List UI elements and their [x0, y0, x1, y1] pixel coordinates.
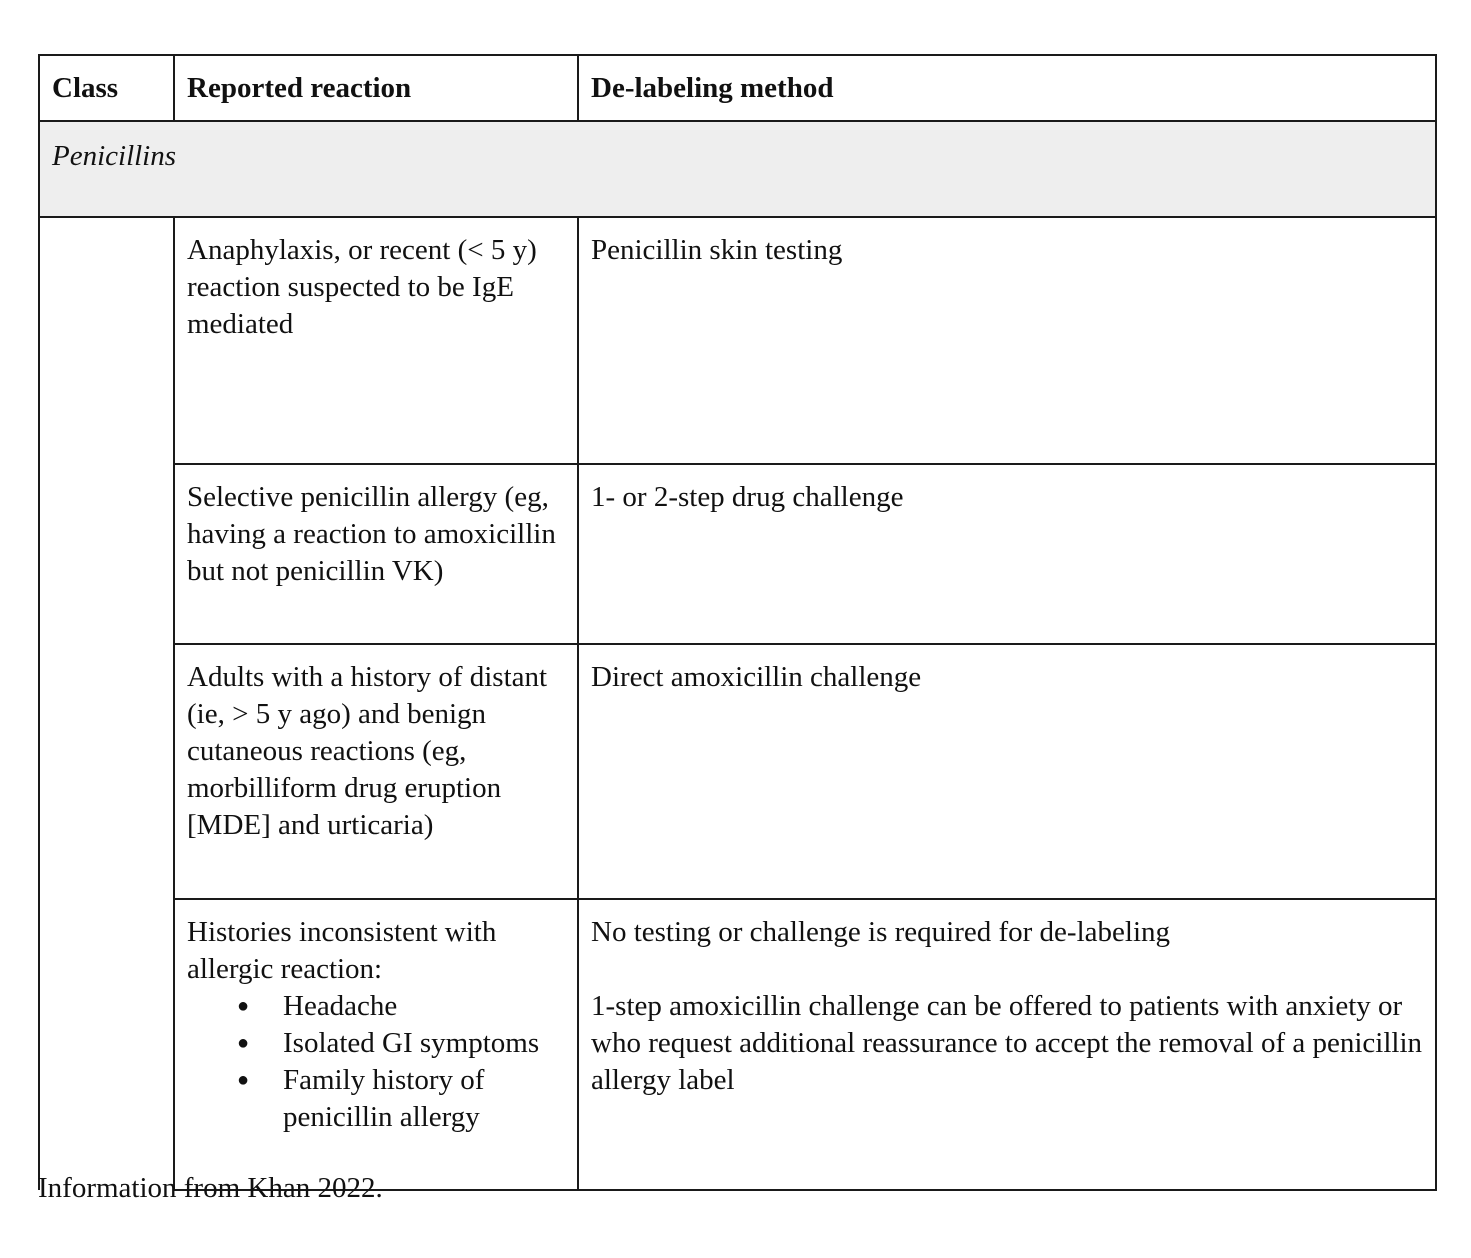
header-row — [39, 55, 1436, 121]
allergy-delabeling-table — [38, 54, 1437, 1191]
table-row — [39, 217, 1436, 464]
method-note: 1-step amoxicillin challenge can be offered to patients with anxiety or who request additional reassurance to accept the removal of a penicillin allergy label — [591, 990, 1423, 1096]
method-cell: 1- or 2-step drug challenge — [578, 464, 1436, 644]
reaction-bullet-list — [187, 988, 565, 1136]
method-cell: Direct amoxicillin challenge — [578, 644, 1436, 899]
bullet-item: ● Isolated GI symptoms — [283, 1025, 565, 1062]
table-row — [39, 899, 1436, 1190]
reaction-cell: Anaphylaxis, or recent (< 5 y) reaction suspected to be IgE mediated — [174, 217, 578, 464]
table-row — [39, 644, 1436, 899]
method-cell — [578, 899, 1436, 1190]
reaction-intro: Histories inconsistent with allergic reaction: — [187, 916, 497, 985]
class-cell — [39, 217, 174, 1190]
method-cell: Penicillin skin testing — [578, 217, 1436, 464]
header-reported-reaction: Reported reaction — [174, 55, 578, 121]
table-caption: Information from Khan 2022. — [38, 1172, 383, 1204]
bullet-item: ● Family history of penicillin allergy — [283, 1062, 565, 1136]
reaction-cell: Adults with a history of distant (ie, > 5 y ago) and benign cutaneous reactions (eg, morbilliform drug eruption [MDE] and urticaria) — [174, 644, 578, 899]
method-text: No testing or challenge is required for de-labeling — [591, 916, 1170, 948]
bullet-item: ● Headache — [283, 988, 565, 1025]
reaction-cell — [174, 899, 578, 1190]
group-row — [39, 121, 1436, 217]
reaction-cell: Selective penicillin allergy (eg, having a reaction to amoxicillin but not penicillin VK) — [174, 464, 578, 644]
header-delabeling-method: De-labeling method — [578, 55, 1436, 121]
header-class: Class — [39, 55, 174, 121]
table-row — [39, 464, 1436, 644]
group-label-penicillins: Penicillins — [39, 121, 1436, 217]
